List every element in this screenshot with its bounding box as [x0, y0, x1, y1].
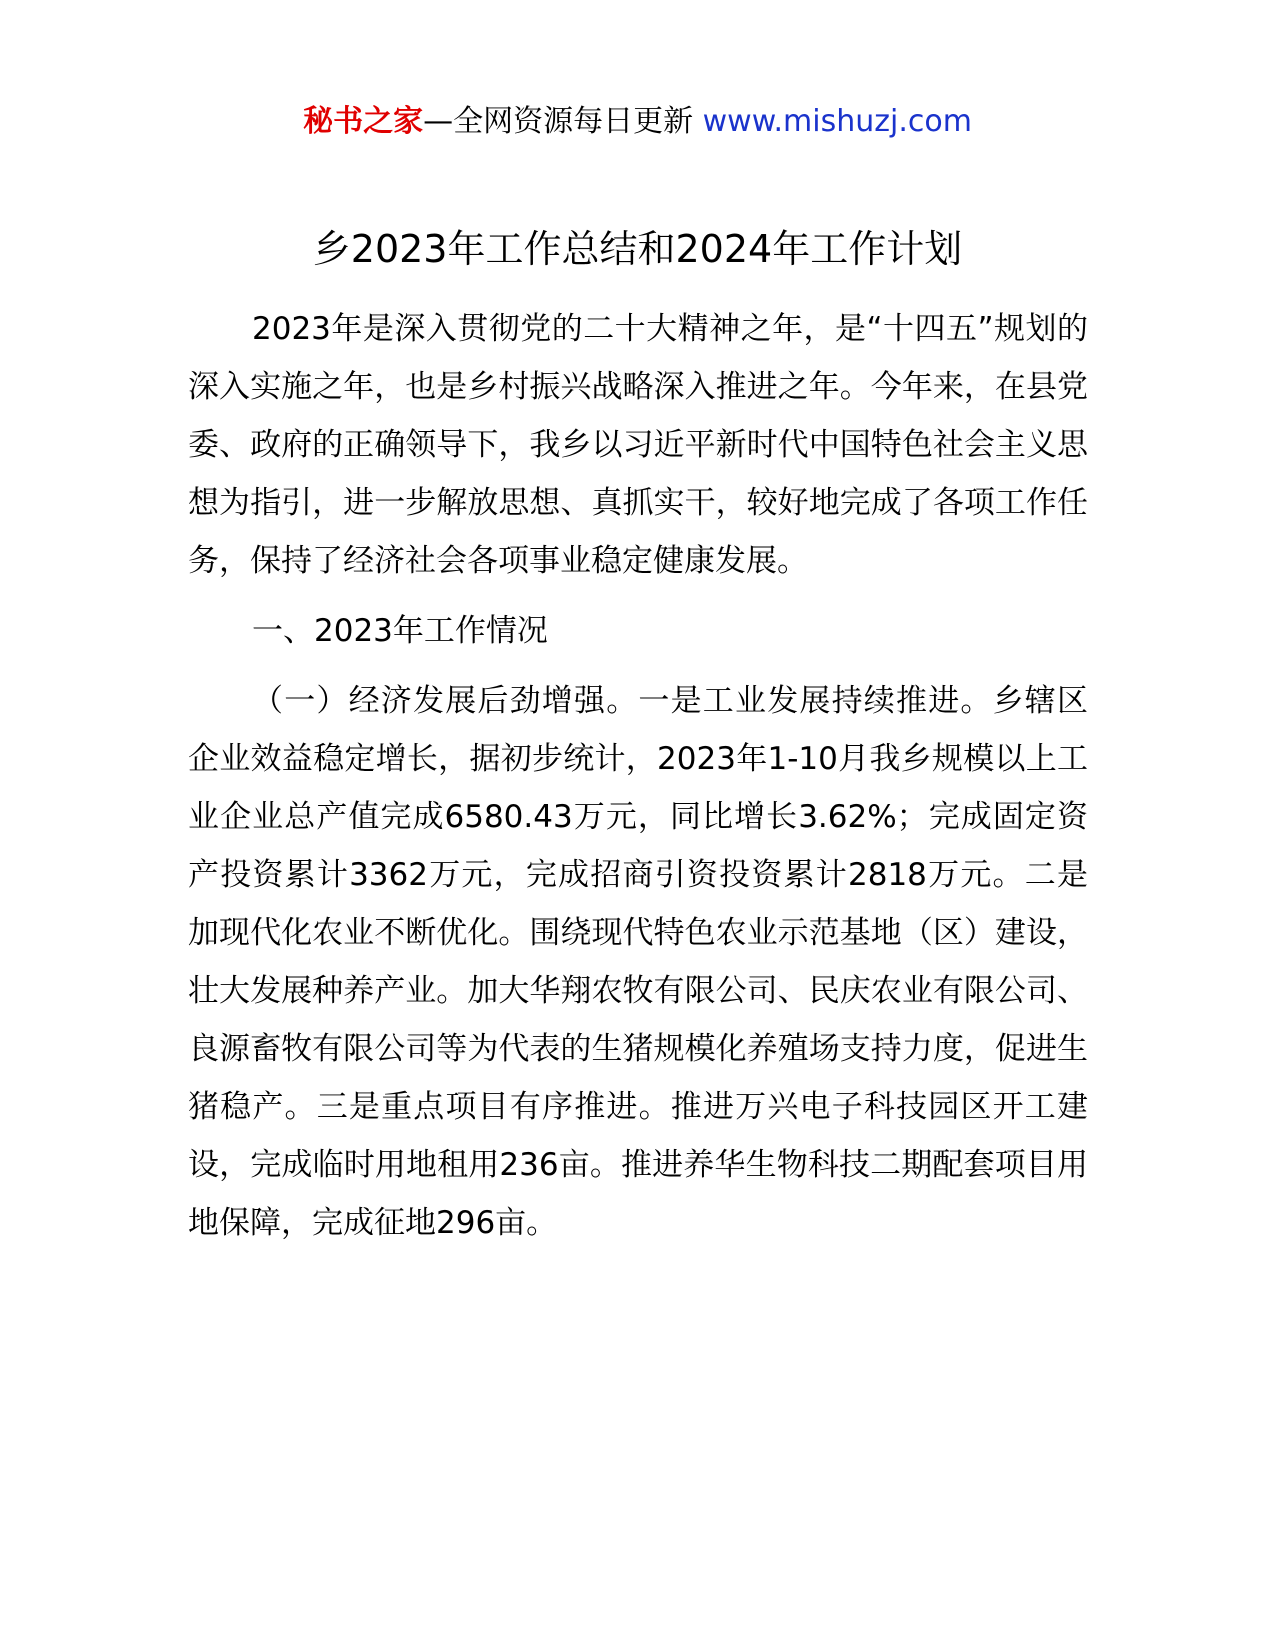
site-header [0, 100, 1275, 144]
header-url-link[interactable]: www.mishuzj.com [702, 104, 972, 139]
document-body [188, 300, 1088, 1252]
economy-paragraph: （一）经济发展后劲增强。一是工业发展持续推进。乡辖区企业效益稳定增长，据初步统计，2023年1-10月我乡规模以上工业企业总产值完成6580.43万元，同比增长3.62%；完成固定资产投资累计3362万元，完成招商引资投资累计2818万元。二是加现代化农业不断优化。围绕现代特色农业示范基地（区）建设，壮大发展种养产业。加大华翔农牧有限公司、民庆农业有限公司、良源畜牧有限公司等为代表的生猪规模化养殖场支持力度，促进生猪稳产。三是重点项目有序推进。推进万兴电子科技园区开工建设，完成临时用地租用236亩。推进养华生物科技二期配套项目用地保障，完成征地296亩。 [188, 683, 1088, 1241]
header-brand: 秘书之家 [303, 104, 424, 139]
section-heading: 一、2023年工作情况 [252, 613, 548, 649]
document-title: 乡2023年工作总结和2024年工作计划 [312, 227, 963, 271]
intro-paragraph: 2023年是深入贯彻党的二十大精神之年，是“十四五”规划的深入实施之年，也是乡村振兴战略深入推进之年。今年来，在县党委、政府的正确领导下，我乡以习近平新时代中国特色社会主义思想为指引，进一步解放思想、真抓实干，较好地完成了各项工作任务，保持了经济社会各项事业稳定健康发展。 [188, 311, 1088, 579]
header-slogan: —全网资源每日更新 [423, 104, 703, 139]
